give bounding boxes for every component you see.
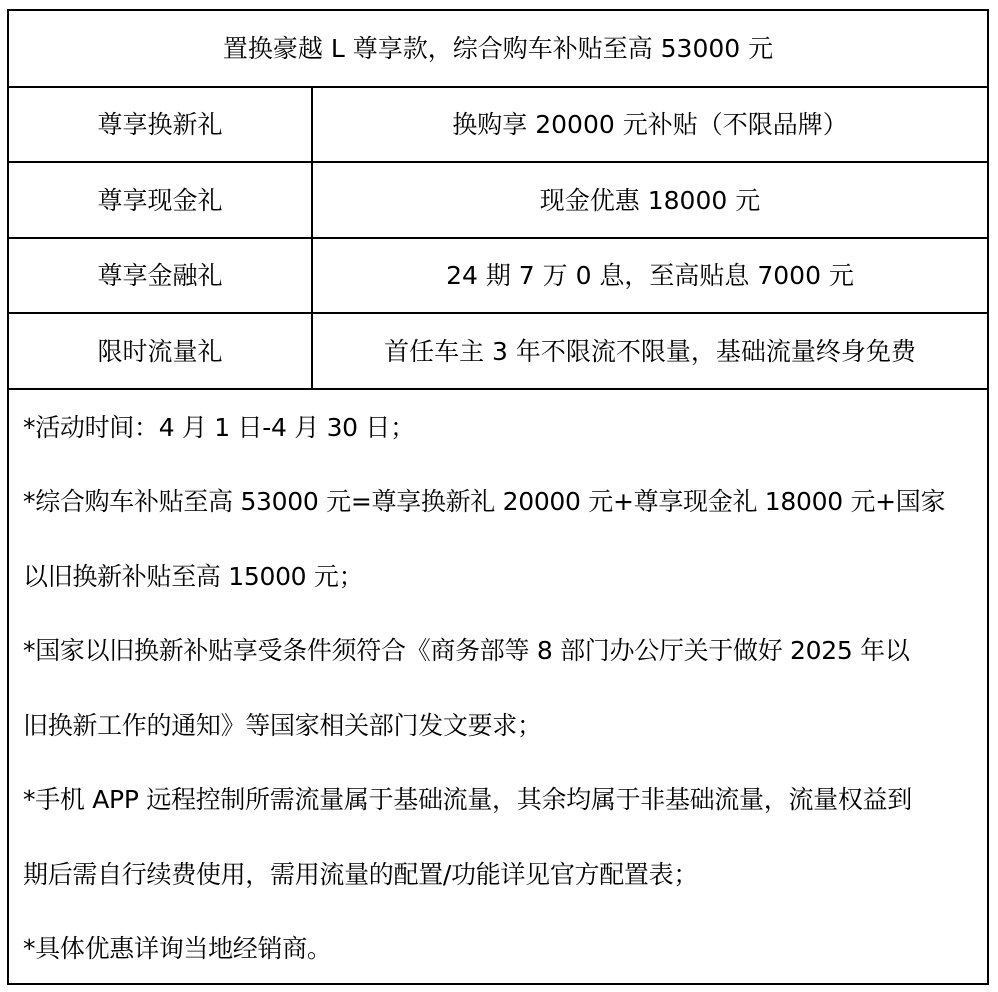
row-value: 首任车主 3 年不限流不限量，基础流量终身免费 [384, 336, 916, 366]
table-row [9, 163, 987, 239]
notes-section [23, 390, 973, 986]
row-label: 尊享现金礼 [9, 163, 313, 237]
row-label: 限时流量礼 [9, 314, 313, 388]
row-value: 换购享 20000 元补贴（不限品牌） [452, 110, 848, 139]
note-line: *综合购车补贴至高 53000 元=尊享换新礼 20000 元+尊享现金礼 18000 元+国家 [23, 487, 946, 517]
title-row [9, 11, 987, 88]
table-row [9, 88, 987, 163]
note-line: *具体优惠详询当地经销商。 [23, 934, 332, 964]
note-line: 期后需自行续费使用，需用流量的配置/功能详见官方配置表； [23, 859, 699, 889]
row-label: 尊享金融礼 [9, 239, 313, 312]
table-row [9, 239, 987, 314]
note-line: 旧换新工作的通知》等国家相关部门发文要求； [23, 710, 542, 740]
table-row [9, 314, 987, 390]
promo-document [7, 9, 989, 985]
row-label: 尊享换新礼 [9, 88, 313, 161]
promo-title: 置换豪越 L 尊享款，综合购车补贴至高 53000 元 [222, 34, 774, 63]
row-value: 24 期 7 万 0 息，至高贴息 7000 元 [446, 261, 854, 290]
row-value: 现金优惠 18000 元 [539, 185, 761, 215]
note-line: *手机 APP 远程控制所需流量属于基础流量，其余均属于非基础流量，流量权益到 [23, 785, 912, 815]
note-line: 以旧换新补贴至高 15000 元； [23, 561, 364, 591]
note-line: *活动时间：4 月 1 日-4 月 30 日； [23, 412, 415, 442]
note-line: *国家以旧换新补贴享受条件须符合《商务部等 8 部门办公厅关于做好 2025 年以 [23, 636, 910, 666]
